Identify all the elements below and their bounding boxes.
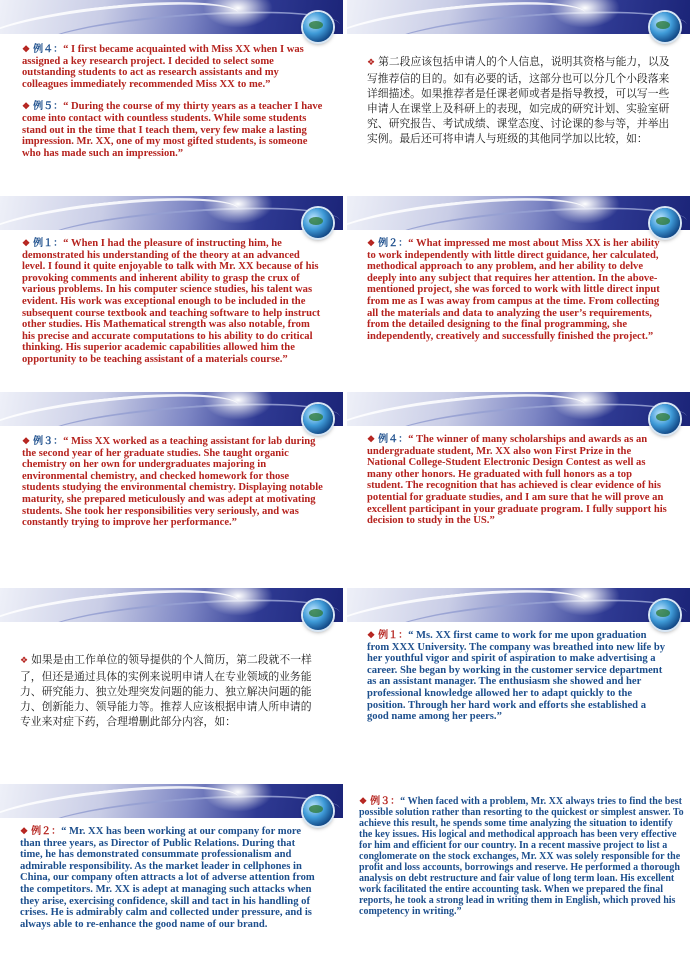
slide-8 [347,588,690,781]
body-text: 第二段应该包括申请人的个人信息，说明其资格与能力，以及写推荐信的目的。如有必要的话，这部分也可以分几个小段落来详细描述。如果推荐者是任课老师或者是指导教授，可以写一些申请人在课堂上及科研上的表现，如完成的研究计划、实验室研究、研究报告、考试成绩、课堂态度、讨论课的参与等，并举出实例。最后还可将申请人与班级的其他同学加以比较，如： [367,55,670,145]
example-label: 例１： [378,630,409,641]
slide-text [22,238,323,366]
example-label: 例５： [33,101,64,113]
slide-text [367,238,668,342]
bullet-icon: ❖ [20,656,29,666]
slide-banner [347,196,690,230]
example-text: “ What impressed me most about Miss XX is her ability to work independently with little direct guidance, her calculated, methodical approach to any problem, and her ability to delve deeply into any subject that requires her attention. In the above-mentioned project, she was forced to work with little direct input from me as I was away from campus at the time. From collecting all the materials and data to analyzing the user’s requirements, from the detailed designing to the final programming, she independently, creatively and successfully finished the project.” [367,238,660,342]
bullet-icon: ❖ [367,58,376,68]
bullet-icon: ❖ [22,238,31,248]
slide-banner [0,196,343,230]
bullet-icon: ❖ [22,44,31,54]
slide-banner [0,784,343,818]
slide-3 [0,196,343,389]
example-text: “ The winner of many scholarships and awards as an undergraduate student, Mr. XX also won First Prize in the National College-Student Electronic Design Contest as well as many other honors. He graduated with full honors as a top student. The recognition that has achieved is clear evidence of his potential for graduate studies, and I am sure that he will prove an excellent participant in your graduate program. I fully support his decision to study in the US.” [367,434,667,527]
slide-text [22,436,323,529]
slide-banner [347,588,690,622]
slide-text [22,44,323,170]
globe-icon [650,600,680,630]
example-text: “ When I had the pleasure of instructing him, he demonstrated his understanding of the theory at an advanced level. I found it quite enjoyable to talk with Mr. XX because of his provoking comments and inherent ability to grasp the crux of various problems. In his computer science studies, his talent was evident. His work was exceptional enough to be included in the subsequent course textbook and teaching software to help instruct other studies. His Mathematical strength was also notable, from his precise and accurate computations to his ability to do critical thinking. His superior academic capabilities allowed him the opportunity to be teaching assistant of a materials course.” [22,238,321,365]
bullet-icon: ❖ [20,826,29,836]
slide-banner [0,0,343,34]
globe-icon [650,404,680,434]
slide-5 [0,392,343,585]
example-label: 例１： [33,238,64,249]
slide-text [367,434,668,527]
bullet-icon: ❖ [367,434,376,444]
example-label: 例４： [378,434,409,445]
slide-9 [0,784,343,977]
slide-6 [347,392,690,585]
example-text: “ Miss XX worked as a teaching assistant for lab during the second year of her graduate studies. She taught organic chemistry on her own for undergraduates majoring in environmental chemistry, and checked homework for those students studying the environmental chemistry. Displaying notable maturity, she prepared meticulously and was adept at motivating students. She took her responsibilities very seriously, and was constantly trying to improve her performance.” [22,436,323,529]
body-text: 如果是由工作单位的领导提供的个人简历，第二段就不一样了，但还是通过具体的实例来说明申请人在专业领域的业务能力、研究能力、独立处理突发问题的能力、独立解决问题的能力、创新能力、领导能力等。推荐人应该根据申请人所申请的专业来对症下药，合理增删此部分内容，如： [20,653,312,728]
slide-2 [347,0,690,193]
globe-icon [303,12,333,42]
bullet-icon: ❖ [367,630,376,640]
slide-text [359,796,684,917]
example-label: 例４： [33,44,64,55]
globe-icon [650,208,680,238]
slide-10 [347,784,690,977]
example-text: “ Ms. XX first came to work for me upon graduation from XXX University. The company was breathed into new life by her youthful vigor and spirit of aspiration to make advertising a career. She began by working in the customer service department as an assistant manager. The enthusiasm she showed and her professional knowledge allowed her to adapt quickly to the position. Through her hard work and efforts she established a good name among her peers.” [367,630,666,723]
slide-text [20,652,321,729]
bullet-icon: ❖ [22,101,31,112]
example-text: “ I first became acquainted with Miss XX when I was assigned a key research project. I decided to select some outstanding students to act as research assistants and my colleagues immediately recommended Miss XX to me.” [22,44,304,90]
example-label: 例３： [370,796,401,807]
example-label: 例２： [31,826,62,837]
globe-icon [650,12,680,42]
globe-icon [303,600,333,630]
example-text: “ Mr. XX has been working at our company for more than three years, as Director of Public Relations. During that time, he has demonstrated consummate professionalism and admirable responsibility. As the market leader in cellphones in China, our company often attracts a lot of adverse attention from the competitors. Mr. XX is adept at managing such attacks when they arise, exercising confidence, skill and tact in his handling of crises. He is admirably calm and collected under pressure, and is always able to re-enhance the good name of our brand. [20,826,315,930]
globe-icon [303,796,333,826]
slide-4 [347,196,690,389]
bullet-icon: ❖ [22,436,31,446]
bullet-icon: ❖ [367,238,376,248]
example-label: 例３： [33,436,64,447]
slide-banner [347,0,690,34]
slide-banner [0,392,343,426]
slide-1 [0,0,343,193]
globe-icon [303,208,333,238]
slide-text [367,630,668,723]
slide-banner [0,588,343,622]
example-label: 例２： [378,238,409,249]
slide-7 [0,588,343,781]
slide-text [20,826,319,930]
globe-icon [303,404,333,434]
slide-text [367,54,672,146]
bullet-icon: ❖ [359,796,368,806]
slide-banner [347,392,690,426]
example-text: “ During the course of my thirty years as a teacher I have come into contact with countless students. While some students stand out in the time that I teach them, very few make a lasting impression. Mr. XX, one of my most gifted students, is someone who has made such an impression.” [22,101,323,159]
example-text: “ When faced with a problem, Mr. XX always tries to find the best possible solution rather than resorting to the quickest or simplest answer. To achieve this result, he spends some time analyzing the situation to identify the key issues. His logical and methodical approach has been very effective for him and efficient for our country. In a recent massive project to list a conglomerate on the stock exchanges, Mr. XX was solely responsible for the profit and loss accounts, borrowings and reserve. He performed a thorough analysis on debt restructure and fair value of long term loan. His excellent work facilitated the entire accounting task. When we prepared the final reports, he took a strong lead in writing them in English, which proved his competency in writing.” [359,796,684,917]
